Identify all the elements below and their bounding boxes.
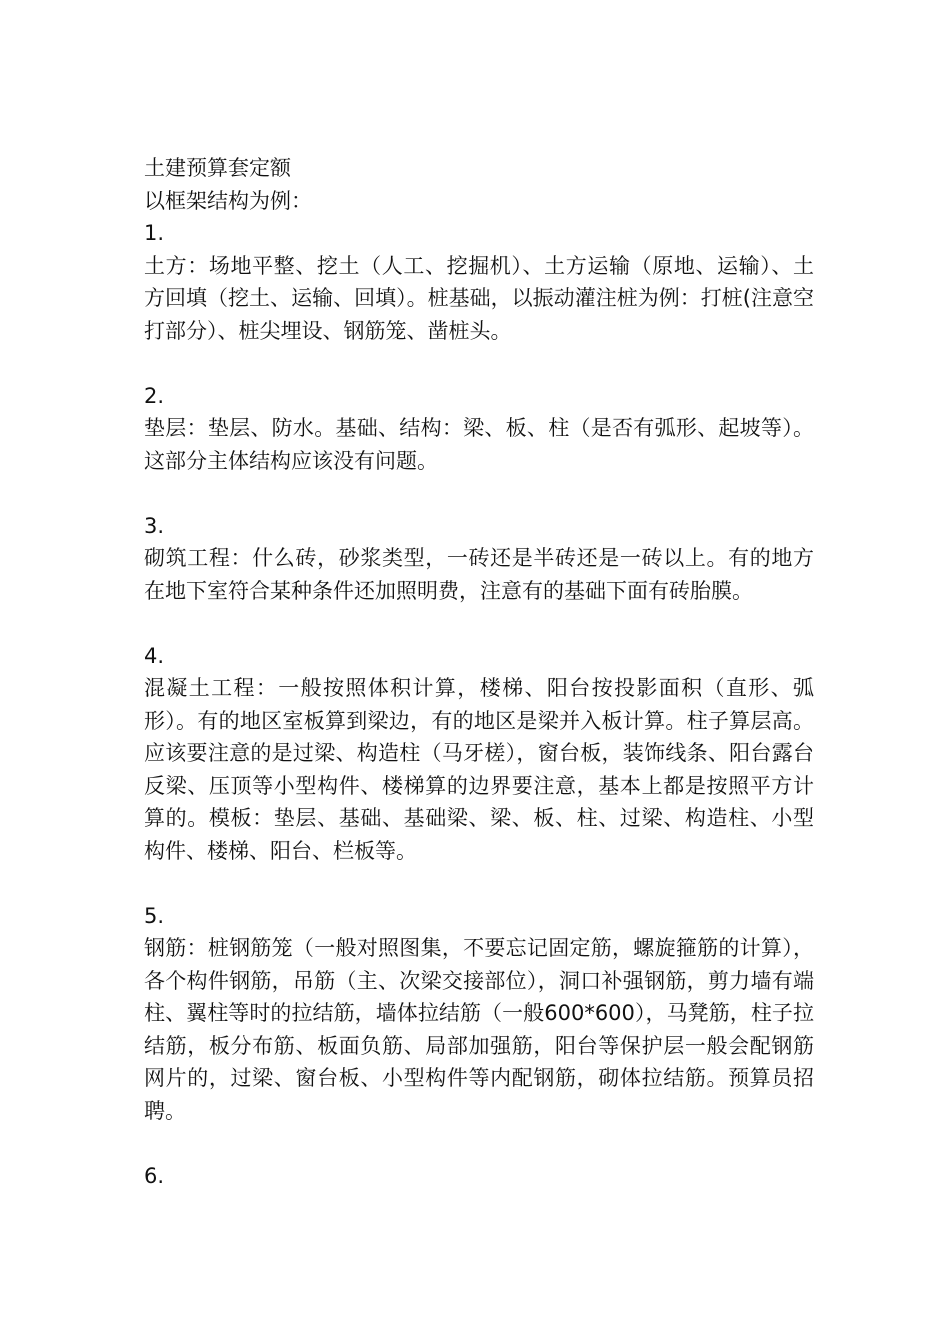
section-number: 2. [144, 383, 165, 408]
paragraph-gap [144, 347, 814, 380]
document-page [144, 152, 814, 1192]
document-subtitle: 以框架结构为例： [144, 188, 312, 213]
section-text: 垫层：垫层、防水。基础、结构：梁、板、柱（是否有弧形、起坡等）。这部分主体结构应该没有问题。 [144, 416, 814, 473]
section-number: 5. [144, 903, 165, 928]
document-title: 土建预算套定额 [144, 156, 291, 180]
section-number: 3. [144, 513, 165, 538]
paragraph-gap [144, 607, 814, 640]
section-text: 土方：场地平整、挖土（人工、挖掘机）、土方运输（原地、运输）、土方回填（挖土、运输、回填）。桩基础，以振动灌注桩为例：打桩(注意空打部分）、桩尖埋设、钢筋笼、凿桩头。 [144, 253, 814, 343]
paragraph-gap [144, 867, 814, 900]
section-number: 1. [144, 221, 165, 245]
section-text: 钢筋：桩钢筋笼（一般对照图集，不要忘记固定筋，螺旋箍筋的计算），各个构件钢筋，吊筋（主、次梁交接部位），洞口补强钢筋，剪力墙有端柱、翼柱等时的拉结筋，墙体拉结筋（一般600*600），马凳筋，柱子拉结筋，板分布筋、板面负筋、局部加强筋，阳台等保护层一般会配钢筋网片的，过梁、窗台板、小型构件等内配钢筋，砌体拉结筋。预算员招聘。 [144, 936, 814, 1123]
section-number: 4. [144, 643, 165, 668]
paragraph-gap [144, 477, 814, 510]
paragraph-gap [144, 1127, 814, 1160]
section-text: 砌筑工程：什么砖，砂浆类型，一砖还是半砖还是一砖以上。有的地方在地下室符合某种条件还加照明费，注意有的基础下面有砖胎膜。 [144, 546, 814, 603]
section-text: 混凝土工程：一般按照体积计算，楼梯、阳台按投影面积（直形、弧形）。有的地区室板算到梁边，有的地区是梁并入板计算。柱子算层高。应该要注意的是过梁、构造柱（马牙槎），窗台板，装饰线条、阳台露台反梁、压顶等小型构件、楼梯算的边界要注意，基本上都是按照平方计算的。模板：垫层、基础、基础梁、梁、板、柱、过梁、构造柱、小型构件、楼梯、阳台、栏板等。 [144, 676, 814, 863]
section-number: 6. [144, 1163, 165, 1188]
